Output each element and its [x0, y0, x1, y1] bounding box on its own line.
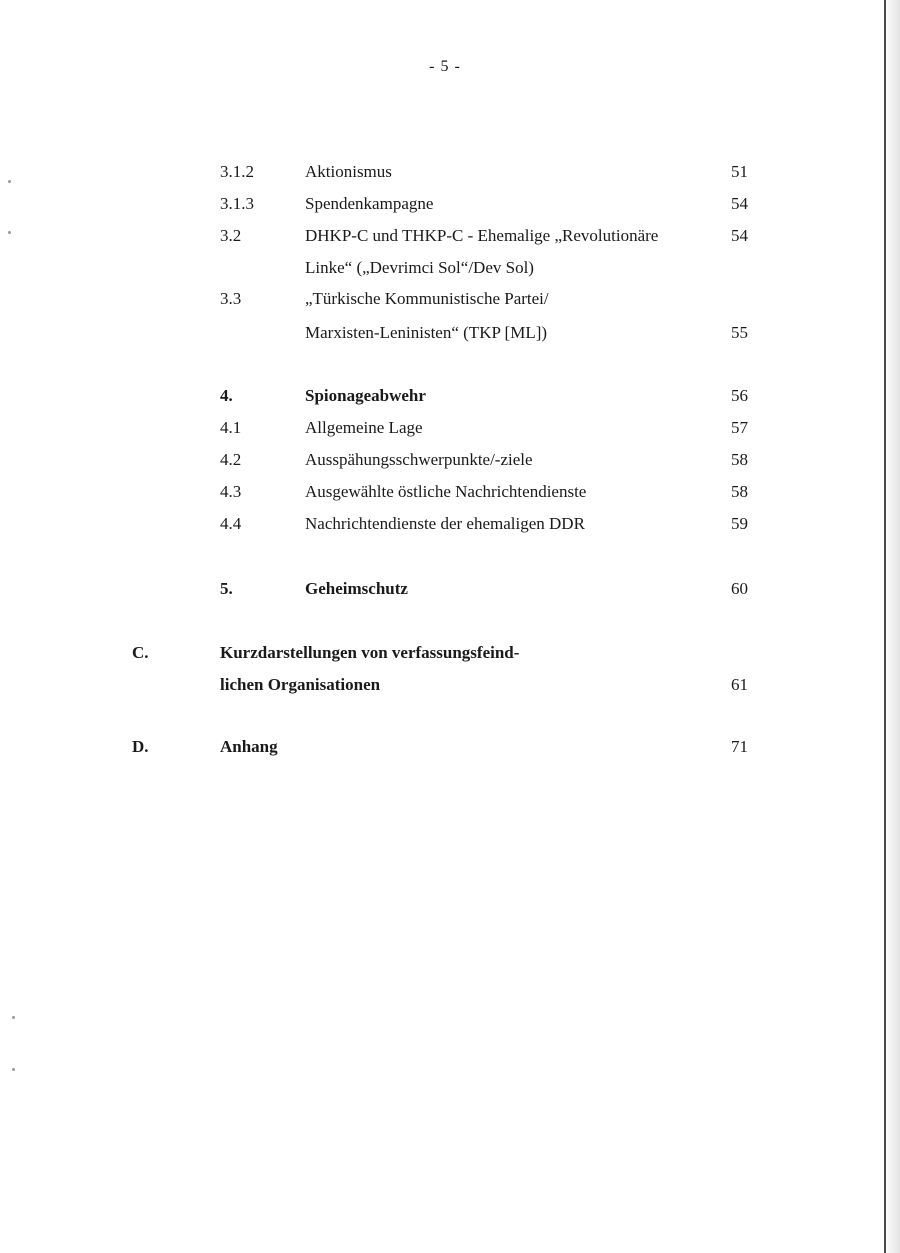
- toc-entry-c: [0, 639, 900, 667]
- toc-entry-number: 4.: [220, 386, 233, 405]
- toc-entry-page: 58: [731, 450, 748, 469]
- toc-entry-title: DHKP-C und THKP-C - Ehemalige „Revolutionäre: [305, 226, 659, 245]
- toc-entry-title: Ausgewählte östliche Nachrichtendienste: [305, 482, 587, 501]
- toc-entry-3-2-continued: [0, 254, 900, 282]
- toc-entry-page: 59: [731, 514, 748, 533]
- toc-entry-3-1-2: [0, 158, 900, 186]
- toc-entry-3-1-3: [0, 190, 900, 218]
- scan-edge-line: [884, 0, 886, 1253]
- toc-entry-5: [0, 575, 900, 603]
- toc-entry-page: 55: [731, 323, 748, 342]
- scan-page-edge: [884, 0, 900, 1253]
- toc-entry-page: 54: [731, 226, 748, 245]
- toc-entry-title: Anhang: [220, 737, 278, 756]
- toc-entry-page: 54: [731, 194, 748, 213]
- toc-entry-title: Geheimschutz: [305, 579, 408, 598]
- toc-entry-number: 3.1.3: [220, 194, 254, 213]
- toc-entry-title: Marxisten-Leninisten“ (TKP [ML]): [305, 323, 548, 342]
- toc-entry-d: [0, 733, 900, 761]
- toc-entry-3-3-continued: [0, 319, 900, 347]
- toc-entry-title: Ausspähungsschwerpunkte/-ziele: [305, 450, 533, 469]
- toc-entry-title: Kurzdarstellungen von verfassungsfeind-: [220, 643, 520, 662]
- toc-entry-page: 56: [731, 386, 748, 405]
- toc-entry-4-2: [0, 446, 900, 474]
- toc-entry-3-2: [0, 222, 900, 250]
- toc-entry-number: 4.2: [220, 450, 242, 469]
- toc-entry-number: 3.2: [220, 226, 242, 245]
- toc-entry-page: 51: [731, 162, 748, 181]
- toc-entry-page: 71: [731, 737, 748, 756]
- toc-entry-title: Allgemeine Lage: [305, 418, 423, 437]
- toc-entry-4: [0, 382, 900, 410]
- toc-entry-title: Aktionismus: [305, 162, 392, 181]
- toc-entry-page: 60: [731, 579, 748, 598]
- toc-entry-4-1: [0, 414, 900, 442]
- toc-entry-title: Nachrichtendienste der ehemaligen DDR: [305, 514, 585, 533]
- page-number: - 5 -: [429, 58, 461, 75]
- toc-entry-title: Spionageabwehr: [305, 386, 426, 405]
- toc-entry-title: lichen Organisationen: [220, 675, 381, 694]
- scan-speck: [12, 1016, 15, 1019]
- toc-entry-page: 58: [731, 482, 748, 501]
- toc-entry-number: 4.1: [220, 418, 242, 437]
- toc-entry-4-3: [0, 478, 900, 506]
- toc-entry-number: D.: [132, 737, 149, 756]
- toc-entry-number: 3.1.2: [220, 162, 254, 181]
- toc-entry-number: 3.3: [220, 289, 242, 308]
- toc-entry-c-continued: [0, 671, 900, 699]
- toc-entry-number: 4.4: [220, 514, 242, 533]
- toc-entry-number: 4.3: [220, 482, 242, 501]
- toc-entry-page: 61: [731, 675, 748, 694]
- toc-entry-number: C.: [132, 643, 149, 662]
- scan-speck: [12, 1068, 15, 1071]
- toc-entry-title: Spendenkampagne: [305, 194, 434, 213]
- toc-entry-title: „Türkische Kommunistische Partei/: [305, 289, 549, 308]
- toc-entry-page: 57: [731, 418, 748, 437]
- toc-entry-number: 5.: [220, 579, 233, 598]
- toc-entry-3-3: [0, 285, 900, 313]
- toc-entry-4-4: [0, 510, 900, 538]
- toc-entry-title: Linke“ („Devrimci Sol“/Dev Sol): [305, 258, 534, 277]
